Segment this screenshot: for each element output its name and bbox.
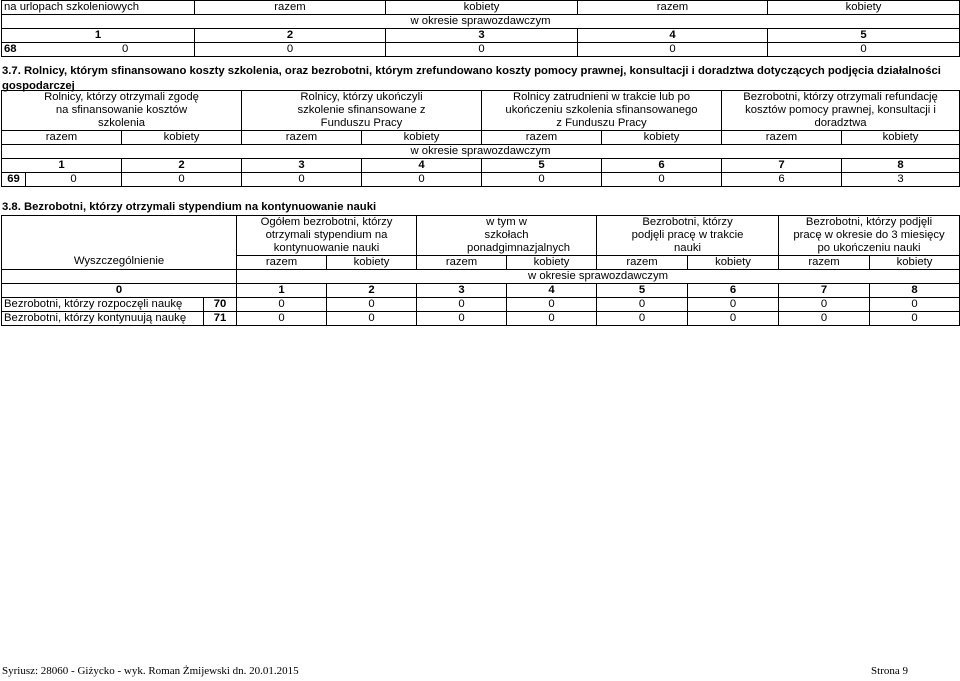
col-number: 3 (386, 29, 578, 43)
cell-value: 0 (688, 312, 779, 326)
col-number: 7 (722, 159, 842, 173)
cell-value: 0 (122, 43, 129, 55)
cell-value: 0 (386, 43, 578, 57)
sub-header: razem (237, 256, 327, 270)
sub-header: kobiety (842, 131, 960, 145)
col-number: 4 (362, 159, 482, 173)
sub-header: razem (242, 131, 362, 145)
col-number: 1 (2, 159, 122, 173)
section-heading-3-7: 3.7. Rolnicy, którym sfinansowano koszty szkolenia, oraz bezrobotni, którym zrefundowano koszty pomocy prawnej, konsultacji i doradztwa dotyczących podjęcia działalności gospodarczej (2, 65, 941, 92)
cell-value: 0 (688, 298, 779, 312)
group-header: Ogółem bezrobotni, którzy otrzymali stypendium na kontynuowanie nauki (237, 216, 417, 256)
cell-value: 0 (779, 298, 870, 312)
cell-value: 6 (722, 173, 842, 187)
sub-header: kobiety (122, 131, 242, 145)
col-number: 4 (507, 284, 597, 298)
footer-text: Syriusz: 28060 - Giżycko - wyk. Roman Żmijewski dn. 20.01.2015 (2, 665, 299, 677)
period-label: w okresie sprawozdawczym (2, 15, 960, 29)
col-number: 0 (2, 284, 237, 298)
cell-value: 0 (768, 43, 960, 57)
col-number: 8 (870, 284, 960, 298)
cell-value: 3 (842, 173, 960, 187)
col-razem: razem (195, 1, 386, 15)
cell-value: 0 (327, 312, 417, 326)
section-heading-3-8: 3.8. Bezrobotni, którzy otrzymali stypendium na kontynuowanie nauki (2, 201, 377, 213)
row-code: 69 (2, 173, 26, 187)
sub-header: razem (597, 256, 688, 270)
cell-value: 0 (578, 43, 768, 57)
col-number: 5 (482, 159, 602, 173)
cell-value: 0 (122, 173, 242, 187)
cell-value: 0 (597, 298, 688, 312)
cell-value: 0 (507, 298, 597, 312)
cell-value: 0 (242, 173, 362, 187)
sub-header: kobiety (507, 256, 597, 270)
col-number: 4 (578, 29, 768, 43)
row-label: Bezrobotni, którzy rozpoczęli naukę (2, 298, 204, 312)
cell-value: 0 (602, 173, 722, 187)
col-number: 6 (602, 159, 722, 173)
sub-header: razem (722, 131, 842, 145)
group-header: Rolnicy zatrudnieni w trakcie lub po ukończeniu szkolenia sfinansowanego z Funduszu Pracy (482, 91, 722, 131)
col-number: 5 (597, 284, 688, 298)
row-label: Bezrobotni, którzy kontynuują naukę (2, 312, 204, 326)
table-3-6 (1, 0, 960, 57)
group-header: Rolnicy, którzy ukończyli szkolenie sfinansowane z Funduszu Pracy (242, 91, 482, 131)
row-code-value: 68 (4, 43, 17, 55)
table-3-8 (1, 215, 960, 326)
col-kobiety: kobiety (768, 1, 960, 15)
table-3-7 (1, 90, 960, 187)
cell-value: 0 (195, 43, 386, 57)
group-header: Bezrobotni, którzy podjęli pracę w trakcie nauki (597, 216, 779, 256)
period-label: w okresie sprawozdawczym (237, 270, 960, 284)
sub-header: kobiety (870, 256, 960, 270)
sub-header: razem (779, 256, 870, 270)
col-razem: razem (578, 1, 768, 15)
group-header: Bezrobotni, którzy otrzymali refundację kosztów pomocy prawnej, konsultacji i doradztwa (722, 91, 960, 131)
col-kobiety: kobiety (386, 1, 578, 15)
page-number: Strona 9 (871, 665, 908, 677)
sub-header: kobiety (362, 131, 482, 145)
period-label: w okresie sprawozdawczym (2, 145, 960, 159)
col-number: 5 (768, 29, 960, 43)
table-row (2, 312, 960, 326)
group-header: Rolnicy, którzy otrzymali zgodę na sfinansowanie kosztów szkolenia (2, 91, 242, 131)
sub-header: razem (482, 131, 602, 145)
cell-value: 0 (327, 298, 417, 312)
cell-value: 0 (237, 312, 327, 326)
col-number: 2 (327, 284, 417, 298)
row-code: 71 (204, 312, 237, 326)
table-row (2, 298, 960, 312)
col-number: 2 (122, 159, 242, 173)
row-header-wyszczegolnienie: Wyszczególnienie (2, 216, 237, 270)
row-label-urlopy: na urlopach szkoleniowych (2, 1, 195, 15)
row-code: 70 (204, 298, 237, 312)
cell-value: 0 (362, 173, 482, 187)
sub-header: razem (417, 256, 507, 270)
cell-value: 0 (779, 312, 870, 326)
sub-header: kobiety (602, 131, 722, 145)
row-code (2, 43, 195, 57)
cell-value: 0 (507, 312, 597, 326)
cell-value: 0 (870, 298, 960, 312)
col-number: 3 (242, 159, 362, 173)
cell-value: 0 (417, 312, 507, 326)
col-number: 1 (237, 284, 327, 298)
cell-value: 0 (417, 298, 507, 312)
col-number: 6 (688, 284, 779, 298)
col-number: 2 (195, 29, 386, 43)
cell-value: 0 (597, 312, 688, 326)
sub-header: razem (2, 131, 122, 145)
blank-cell (2, 270, 237, 284)
sub-header: kobiety (688, 256, 779, 270)
cell-value: 0 (26, 173, 122, 187)
col-number: 8 (842, 159, 960, 173)
sub-header: kobiety (327, 256, 417, 270)
group-header: Bezrobotni, którzy podjęli pracę w okresie do 3 miesięcy po ukończeniu nauki (779, 216, 960, 256)
group-header: w tym w szkołach ponadgimnazjalnych (417, 216, 597, 256)
col-number: 3 (417, 284, 507, 298)
cell-value: 0 (870, 312, 960, 326)
cell-value: 0 (237, 298, 327, 312)
col-number: 1 (2, 29, 195, 43)
cell-value: 0 (482, 173, 602, 187)
col-number: 7 (779, 284, 870, 298)
